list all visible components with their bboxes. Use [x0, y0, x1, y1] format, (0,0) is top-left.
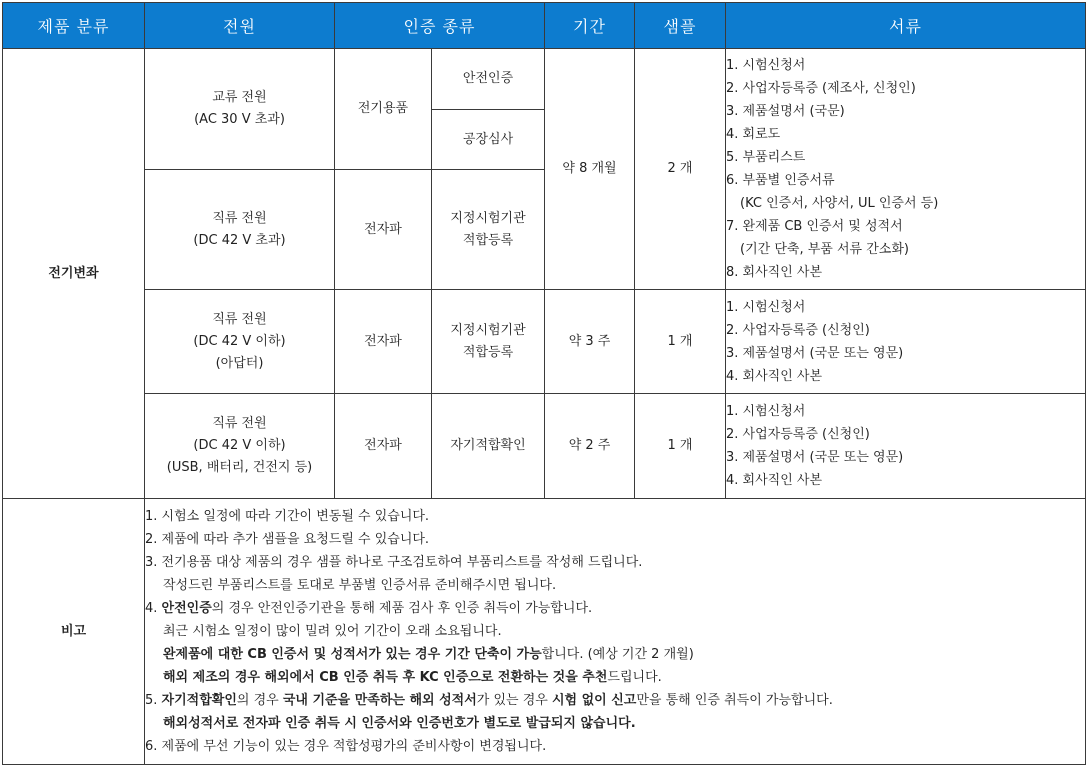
remark-2: 2. 제품에 따라 추가 샘플을 요청드릴 수 있습니다. — [145, 532, 430, 547]
remarks-row — [3, 499, 1086, 765]
list-item: 2. 사업자등록증 (제조사, 신청인) — [726, 81, 916, 96]
cert-type-electrical: 전기용품 — [335, 49, 432, 170]
table-row — [3, 394, 1086, 499]
power-line: (아답터) — [215, 355, 264, 371]
power-dc-battery — [145, 394, 335, 499]
power-dc-adapter — [145, 290, 335, 394]
power-ac-line2: (AC 30 V 초과) — [194, 112, 285, 127]
remark-emphasis: 안전인증 — [161, 601, 212, 616]
table-row — [3, 290, 1086, 394]
header-cert-type: 인증 종류 — [335, 3, 545, 49]
cert-line: 지정시험기관 — [450, 322, 526, 338]
list-item: 4. 회사직인 사본 — [726, 473, 823, 488]
remark-text: 드립니다. — [607, 670, 662, 685]
cert-type-emc: 전자파 — [335, 290, 432, 394]
list-item: 7. 완제품 CB 인증서 및 성적서 — [726, 219, 903, 234]
period-cell: 약 2 주 — [545, 394, 635, 499]
remarks-label: 비고 — [3, 499, 145, 765]
cert-safety: 안전인증 — [432, 49, 545, 110]
remark-text: 가 있는 경우 — [476, 693, 552, 708]
remark-4-overseas — [145, 666, 1085, 689]
power-ac-line1: 교류 전원 — [212, 90, 267, 105]
table-row — [3, 49, 1086, 110]
power-dc-line1: 직류 전원 — [212, 210, 267, 226]
period-cell: 약 3 주 — [545, 290, 635, 394]
remark-4 — [145, 597, 1085, 620]
header-category: 제품 분류 — [3, 3, 145, 49]
remark-text: 4. — [145, 601, 162, 616]
remark-5-cont — [145, 712, 1085, 735]
header-documents: 서류 — [726, 3, 1086, 49]
period-cell: 약 8 개월 — [545, 49, 635, 290]
sample-cell: 2 개 — [635, 49, 726, 290]
remark-emphasis: 시험 없이 신고 — [551, 693, 637, 708]
cert-emc-line2: 적합등록 — [462, 232, 514, 248]
header-row — [3, 3, 1086, 49]
remark-emphasis: 해외성적서로 전자파 인증 취득 시 인증서와 인증번호가 별도로 발급되지 않습니다. — [163, 716, 636, 731]
remark-emphasis: 국내 기준을 만족하는 해외 성적서 — [282, 693, 477, 708]
power-line: (DC 42 V 이하) — [193, 333, 286, 349]
list-item: (기간 단축, 부품 서류 간소화) — [740, 242, 909, 257]
documents-list — [726, 394, 1086, 499]
list-item: 1. 시험신청서 — [726, 299, 806, 315]
cert-type-emc: 전자파 — [335, 394, 432, 499]
power-dc-over — [145, 170, 335, 290]
cert-self-conformity: 자기적합확인 — [432, 394, 545, 499]
list-item: 3. 제품설명서 (국문 또는 영문) — [726, 345, 904, 361]
power-line: 직류 전원 — [212, 311, 267, 327]
remark-emphasis: 자기적합확인 — [161, 693, 237, 708]
remark-emphasis: 해외 제조의 경우 해외에서 CB 인증 취득 후 KC 인증으로 전환하는 것을 추천 — [163, 670, 608, 685]
list-item: 2. 사업자등록증 (신청인) — [726, 427, 870, 442]
list-item: 3. 제품설명서 (국문) — [726, 104, 845, 119]
list-item: 8. 회사직인 사본 — [726, 265, 823, 280]
sample-cell: 1 개 — [635, 290, 726, 394]
remark-text: 만을 통해 인증 취득이 가능합니다. — [636, 693, 833, 708]
remark-text: 5. — [145, 693, 162, 708]
remark-3: 3. 전기용품 대상 제품의 경우 샘플 하나로 구조검토하여 부품리스트를 작성해 드립니다. — [145, 555, 643, 570]
list-item: 1. 시험신청서 — [726, 58, 806, 73]
cert-type-emc: 전자파 — [335, 170, 432, 290]
remark-text: 의 경우 안전인증기관을 통해 제품 검사 후 인증 취득이 가능합니다. — [211, 601, 593, 616]
remark-text: 합니다. (예상 기간 2 개월) — [541, 647, 694, 662]
list-item: 5. 부품리스트 — [726, 150, 806, 165]
product-category: 전기변좌 — [3, 49, 145, 499]
remark-5 — [145, 689, 1085, 712]
list-item: (KC 인증서, 사양서, UL 인증서 등) — [740, 196, 939, 211]
power-line: (USB, 배터리, 건전지 등) — [166, 460, 313, 475]
remarks-list — [145, 499, 1086, 765]
header-sample: 샘플 — [635, 3, 726, 49]
certification-table — [2, 2, 1086, 765]
list-item: 1. 시험신청서 — [726, 404, 806, 419]
remark-4-cont: 최근 시험소 일정이 많이 밀려 있어 기간이 오래 소요됩니다. — [163, 624, 502, 639]
remark-3-cont: 작성드린 부품리스트를 토대로 부품별 인증서류 준비해주시면 됩니다. — [163, 578, 557, 593]
list-item: 2. 사업자등록증 (신청인) — [726, 322, 870, 338]
remark-emphasis: 완제품에 대한 CB 인증서 및 성적서가 있는 경우 기간 단축이 가능 — [163, 647, 542, 662]
documents-list — [726, 49, 1086, 290]
cert-emc-line1: 지정시험기관 — [450, 210, 526, 226]
header-power: 전원 — [145, 3, 335, 49]
cert-emc-registration — [432, 170, 545, 290]
sample-cell: 1 개 — [635, 394, 726, 499]
remark-1: 1. 시험소 일정에 따라 기간이 변동될 수 있습니다. — [145, 509, 430, 524]
cert-factory-audit: 공장심사 — [432, 110, 545, 170]
list-item: 3. 제품설명서 (국문 또는 영문) — [726, 450, 904, 465]
power-line: 직류 전원 — [212, 416, 267, 431]
cert-emc-registration — [432, 290, 545, 394]
remark-6: 6. 제품에 무선 기능이 있는 경우 적합성평가의 준비사항이 변경됩니다. — [145, 739, 547, 754]
list-item: 4. 회사직인 사본 — [726, 368, 823, 384]
list-item: 4. 회로도 — [726, 127, 781, 142]
power-ac — [145, 49, 335, 170]
remark-text: 의 경우 — [236, 693, 283, 708]
remark-4-cb — [145, 643, 1085, 666]
documents-list — [726, 290, 1086, 394]
header-period: 기간 — [545, 3, 635, 49]
power-dc-line2: (DC 42 V 초과) — [193, 232, 286, 248]
cert-line: 적합등록 — [462, 344, 514, 360]
list-item: 6. 부품별 인증서류 — [726, 173, 835, 188]
power-line: (DC 42 V 이하) — [193, 438, 286, 453]
